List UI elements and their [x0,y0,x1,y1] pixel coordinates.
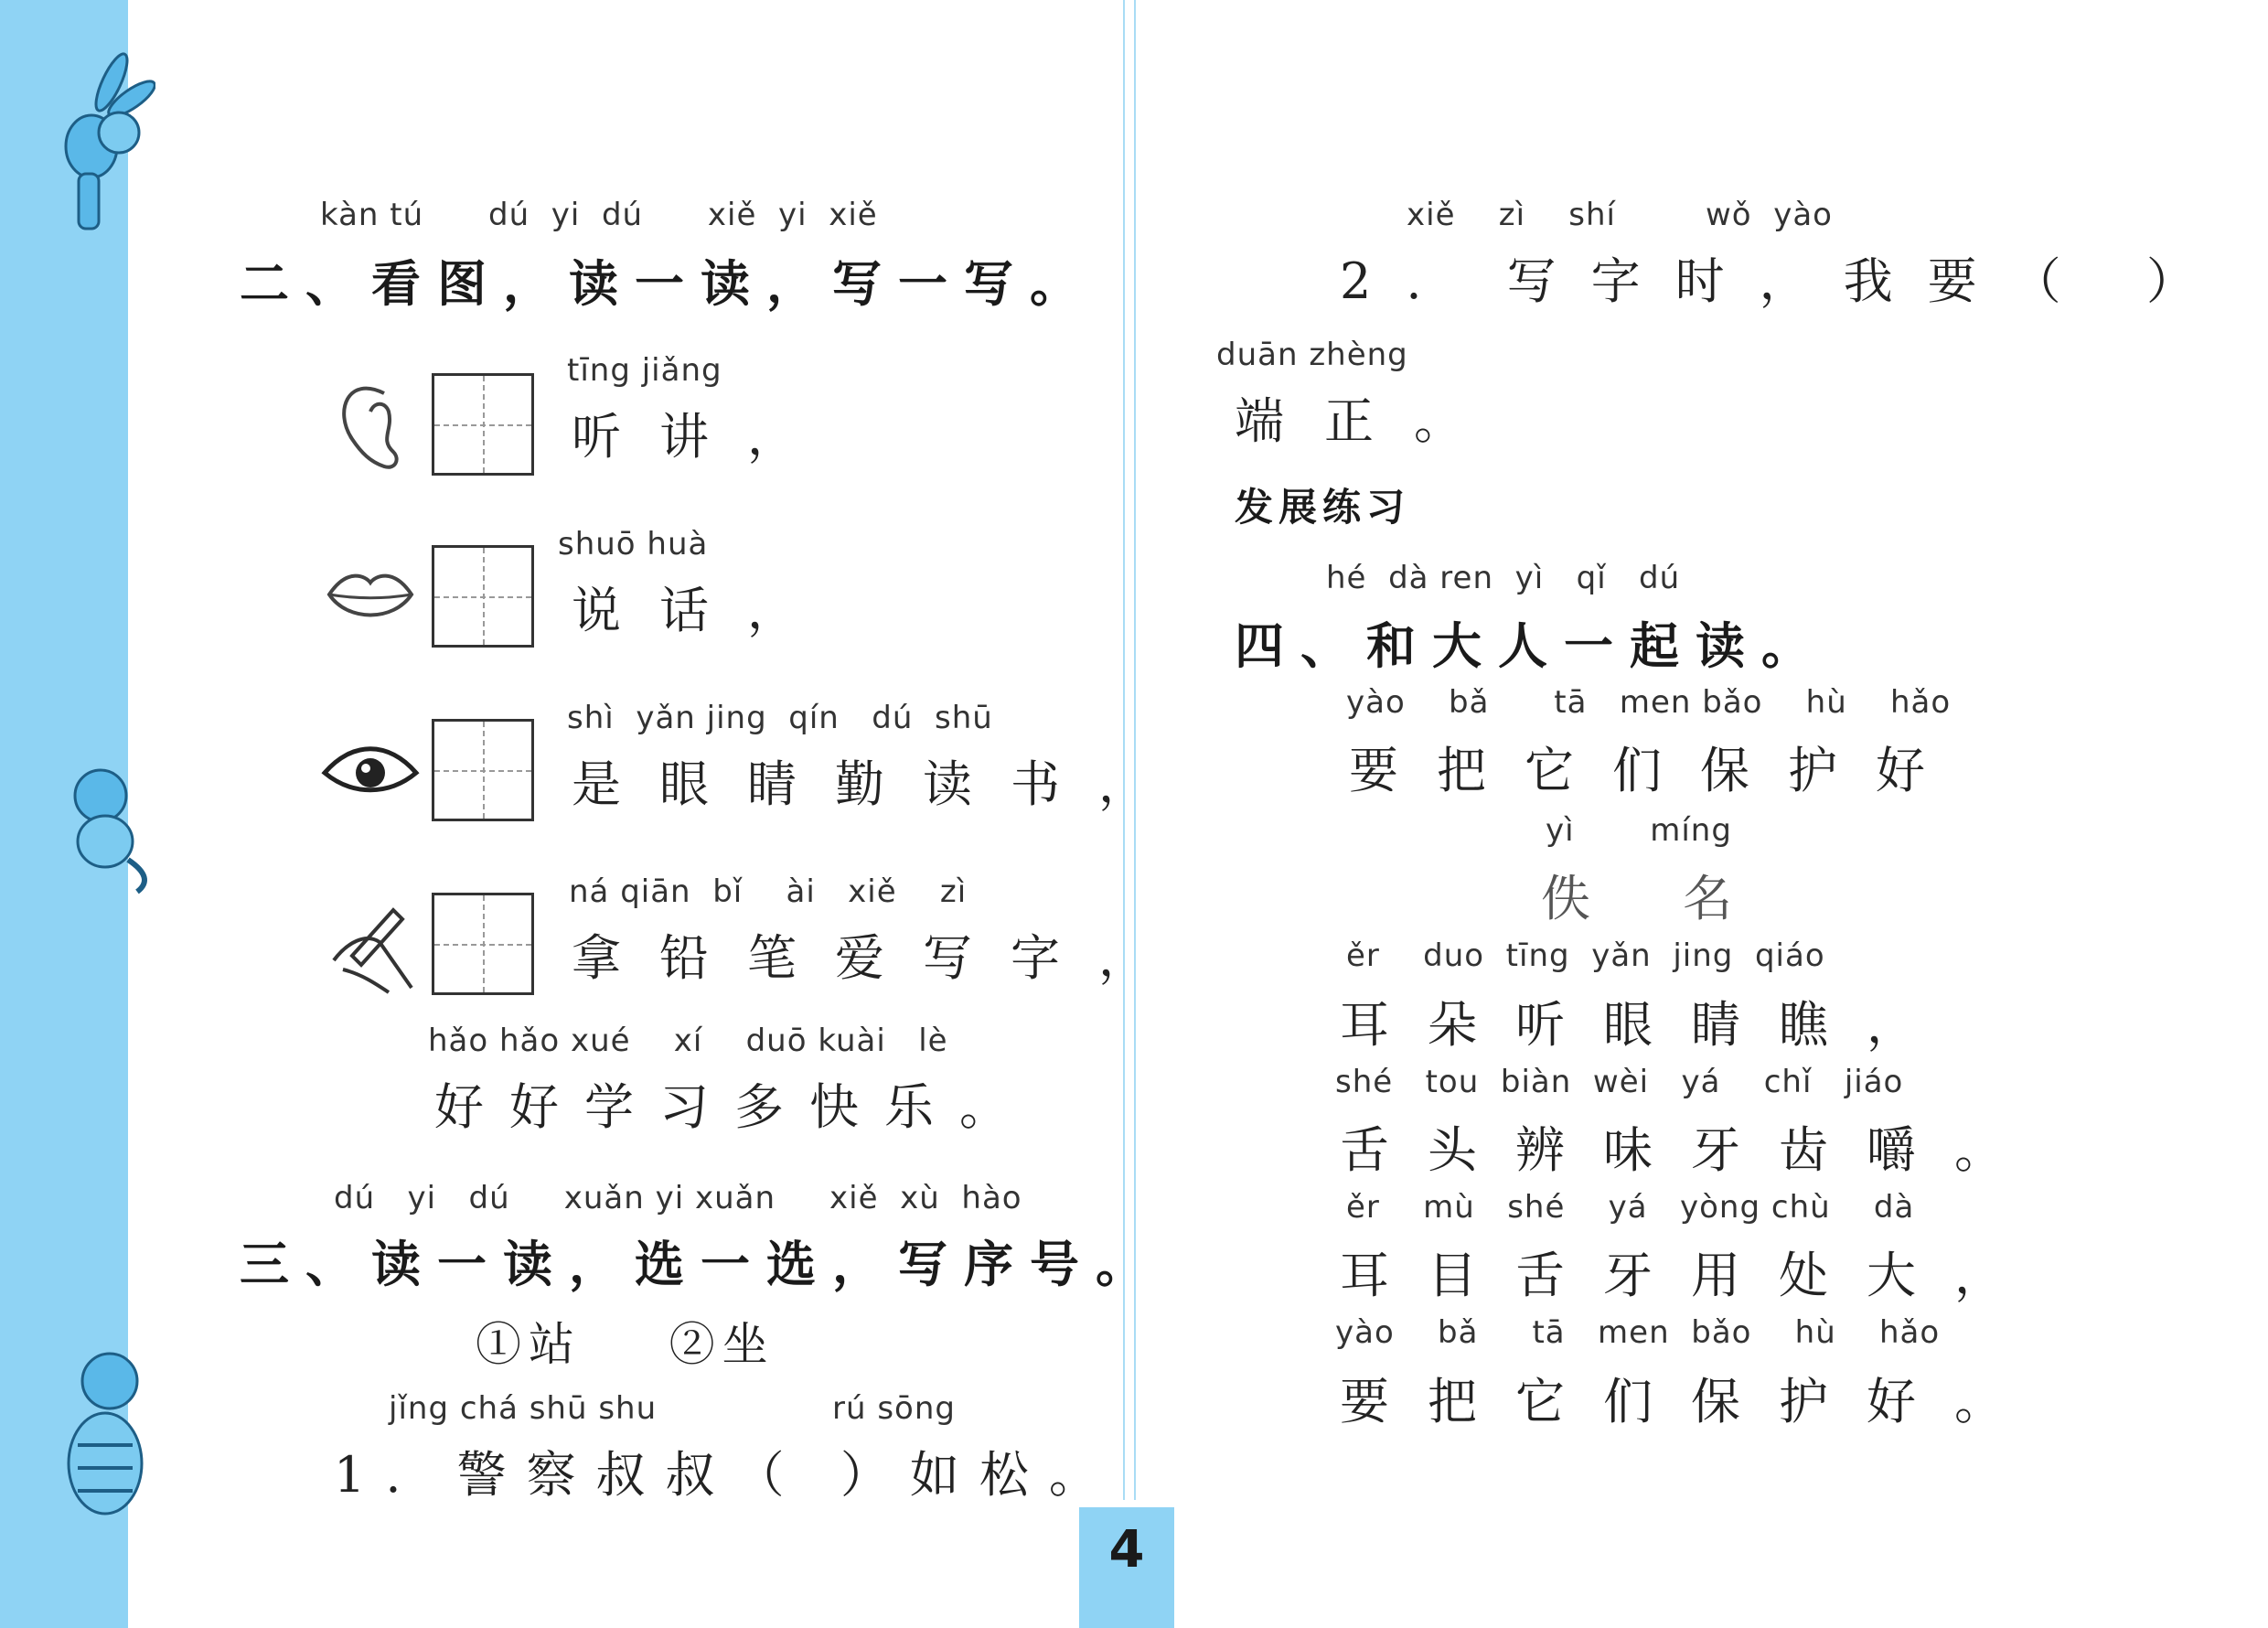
lips-icon [325,562,416,627]
writing-box-2[interactable] [432,545,534,648]
poem-line4: 要把它们保护好。 [1340,1373,2042,1430]
item2-text: 说话， [572,582,835,639]
writing-box-3[interactable] [432,719,534,821]
q2-pinyin-a: xiě zì shí [1407,197,1616,233]
eye-icon [320,741,421,805]
item1-text: 听讲， [572,408,835,466]
section4-pinyin: hé dà ren yì qǐ dú [1326,560,1681,596]
q1-text: 1. 警察叔叔（ ）如松。 [334,1446,1118,1504]
section2-pinyin: kàn tú dú yi dú xiě yi xiě [320,197,878,233]
poem-line1: 耳朵听眼睛瞧， [1340,996,1954,1054]
poem-line3-pinyin: ěr mù shé yá yòng chù dà [1346,1189,1915,1226]
poem-title: 要把它们保护好 [1349,742,1963,799]
q2-cont-text: 端正。 [1235,392,1503,450]
item3-text: 是眼睛勤读书， [572,755,1186,813]
poem-author: 佚 名 [1541,870,1771,927]
options-list: ①站 ②坐 [476,1318,776,1371]
section4-heading: 四、和大人一起读。 [1235,617,1827,675]
poem-line2: 舌头辨味牙齿嚼。 [1340,1121,2042,1179]
item4-pinyin: ná qiān bǐ ài xiě zì [569,873,968,910]
section-label: 发展练习 [1235,485,1411,530]
section3-pinyin: dú yi dú xuǎn yi xuǎn xiě xù hào [334,1180,1022,1216]
poem-line4-pinyin: yào bǎ tā men bǎo hù hǎo [1335,1314,1941,1351]
rabbit-mascot-icon [37,46,155,247]
author-pinyin: yì míng [1546,812,1732,849]
q2-pinyin-b: wǒ yào [1706,197,1833,233]
cat-mascot-icon [37,750,155,896]
closing-pinyin: hǎo hǎo xué xí duō kuài lè [428,1023,948,1059]
poem-line2-pinyin: shé tou biàn wèi yá chǐ jiáo [1335,1064,1904,1100]
section2-heading: 二、看图，读一读，写一写。 [240,255,1096,313]
item1-pinyin: tīng jiǎng [567,352,722,389]
section3-heading: 三、读一读，选一选，写序号。 [240,1236,1161,1293]
poem-line1-pinyin: ěr duo tīng yǎn jing qiáo [1346,937,1825,974]
ear-icon [329,375,412,476]
writing-box-4[interactable] [432,893,534,995]
q2-cont-pinyin: duān zhèng [1216,337,1408,373]
writing-box-1[interactable] [432,373,534,476]
tiger-mascot-icon [37,1344,155,1537]
item3-pinyin: shì yǎn jing qín dú shū [567,700,993,736]
closing-text: 好好学习多快乐。 [434,1078,1034,1136]
q1-pinyin-b: rú sōng [832,1390,956,1427]
poem-line3: 耳目舌牙用处大， [1340,1247,2042,1304]
poem-title-pinyin: yào bǎ tā men bǎo hù hǎo [1346,684,1952,721]
item4-text: 拿铅笔爱写字， [572,929,1186,987]
pencil-hand-icon [325,896,425,997]
item2-pinyin: shuō huà [558,526,709,562]
page-number: 4 [1079,1507,1174,1628]
q2-text: 2. 写字时，我要（ ） [1340,252,2231,310]
q1-pinyin-a: jǐng chá shū shu [389,1390,658,1427]
